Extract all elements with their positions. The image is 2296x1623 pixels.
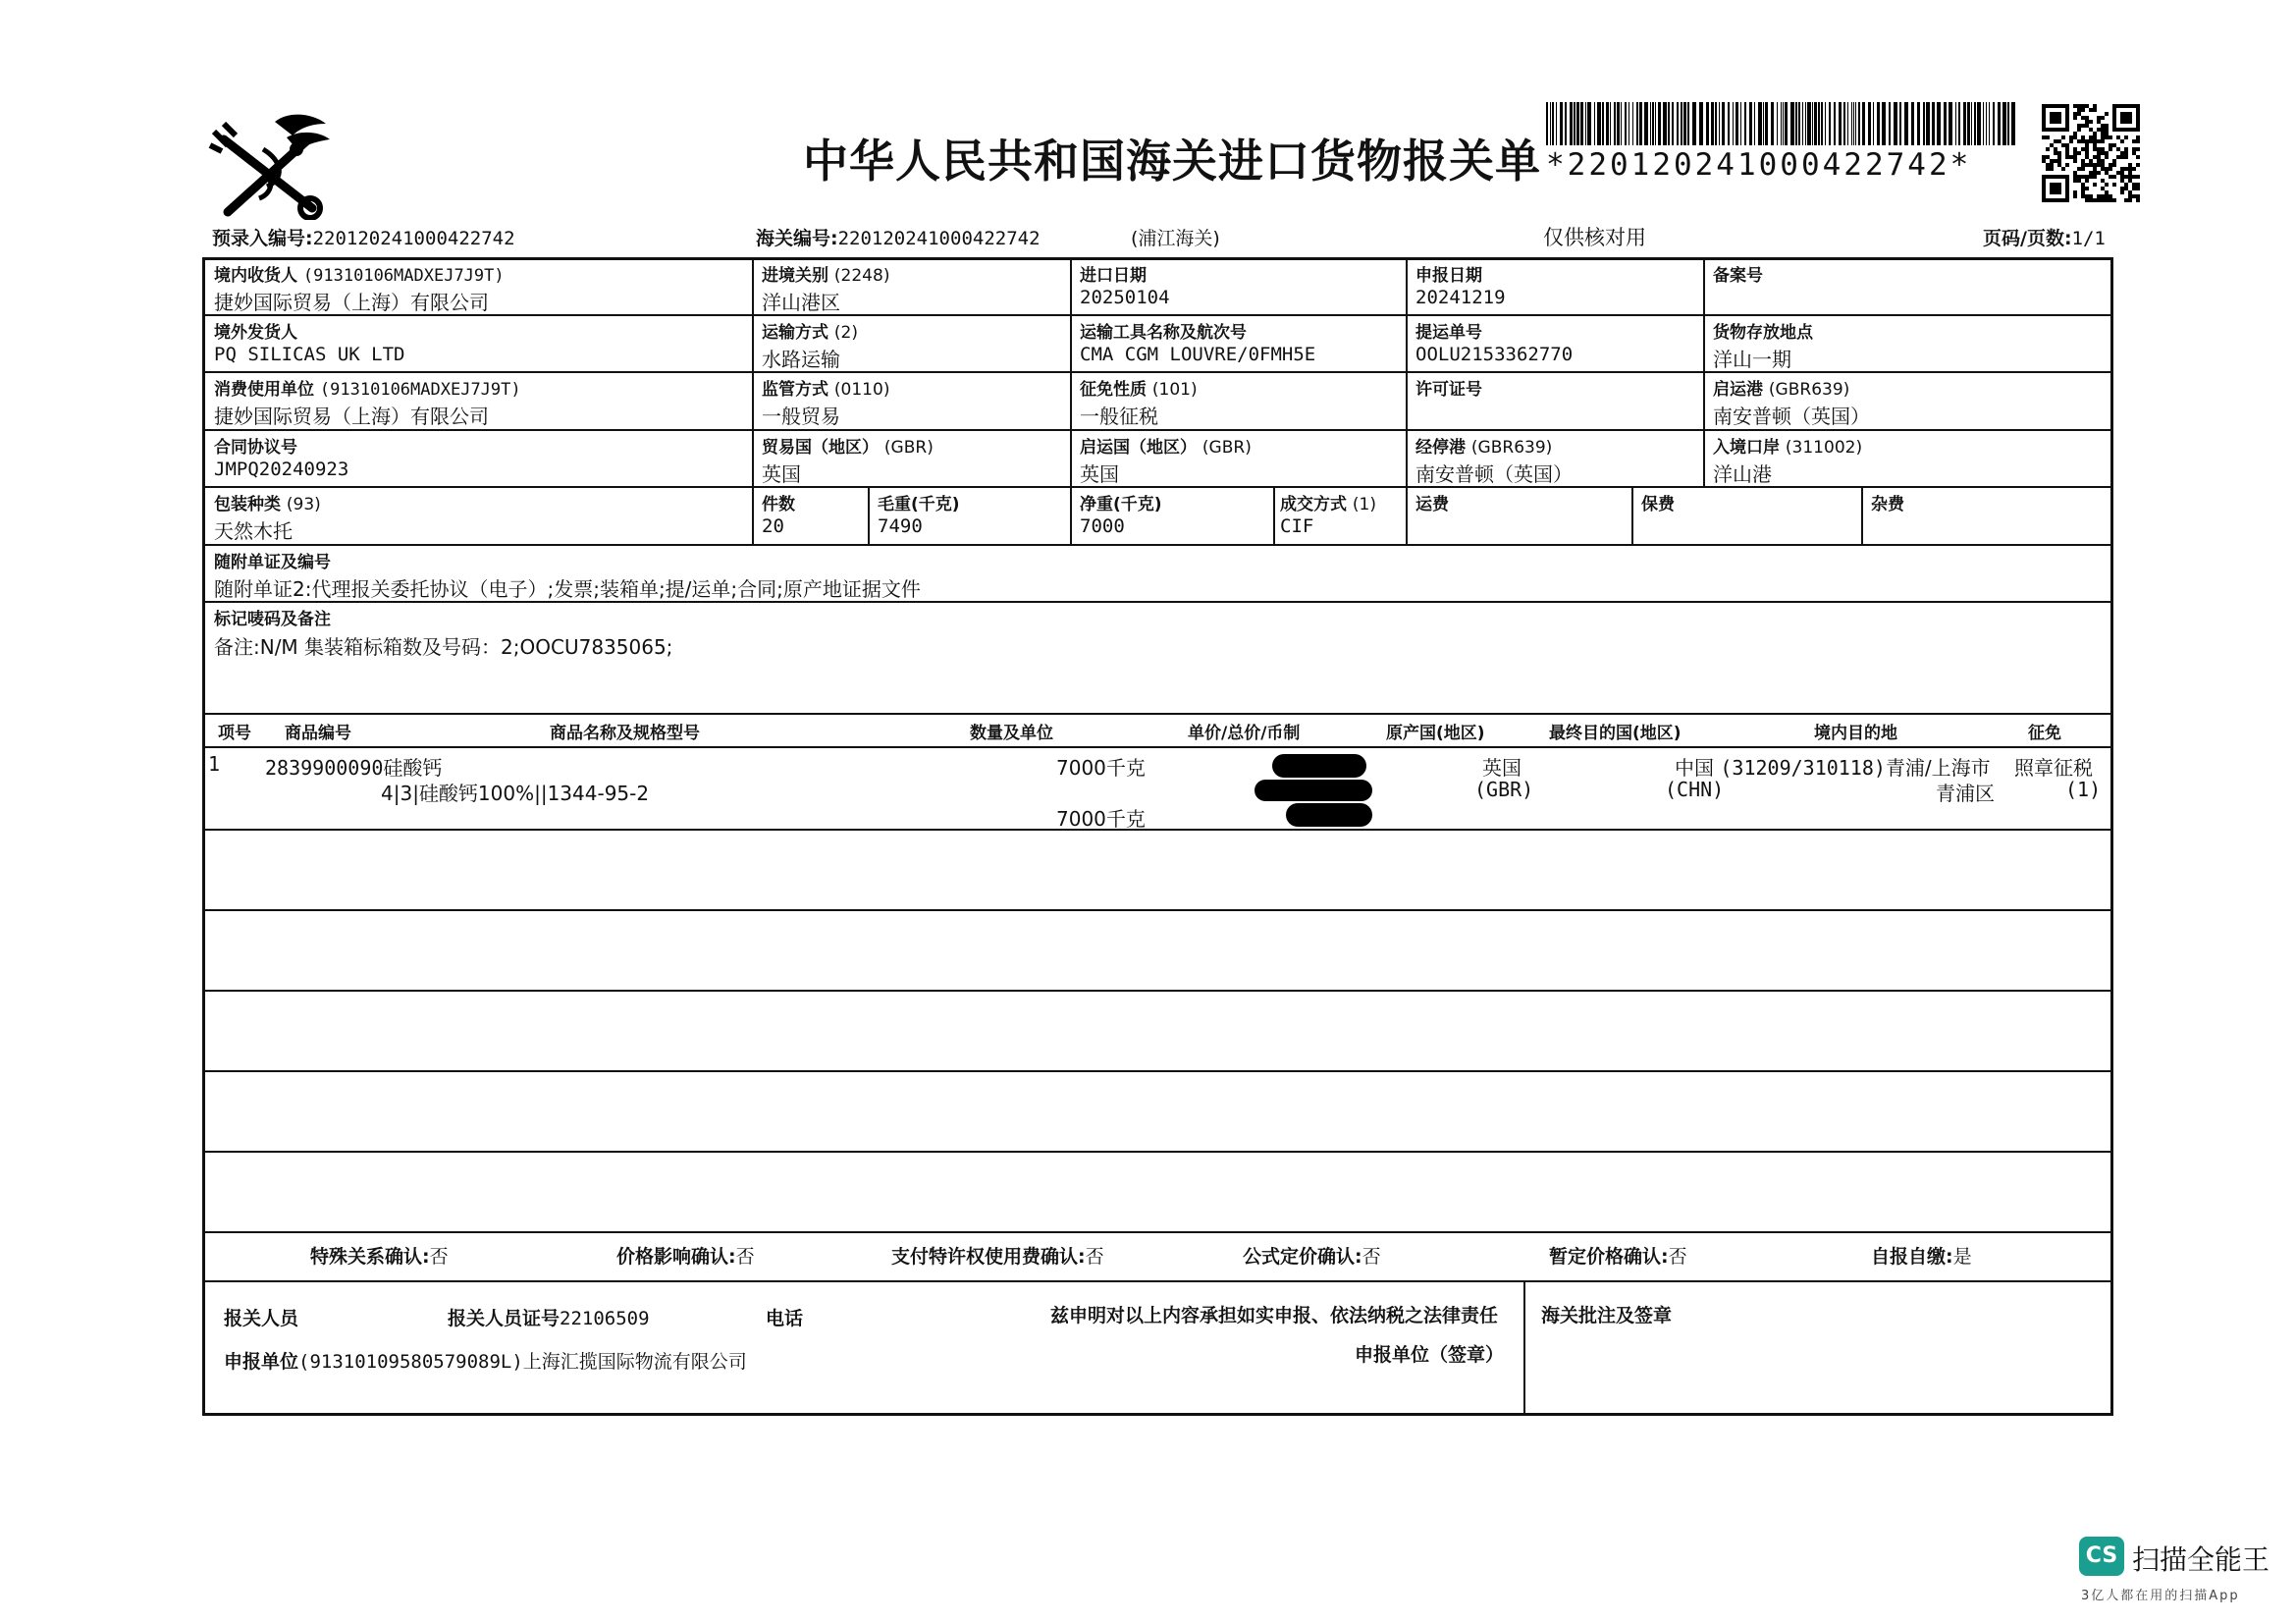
consignor-value: PQ SILICAS UK LTD [214,344,405,365]
goods-col-code: 商品编号 [285,724,351,743]
entry-port-value: 洋山港 [1713,462,1772,486]
broker-label: 报关人员 [224,1308,299,1329]
contract-value: JMPQ20240923 [214,459,349,480]
transport-mode-value: 水路运输 [762,348,840,371]
goods-col-domestic: 境内目的地 [1814,724,1897,743]
import-date-label: 进口日期 [1080,266,1147,286]
goods-levy-code: (1) [2065,778,2102,801]
phone-label: 电话 [766,1308,804,1329]
page-count-label: 页码/页数: [1983,228,2072,249]
bl-value: OOLU2153362770 [1415,344,1574,365]
storage-label: 货物存放地点 [1713,323,1813,343]
transit-port-value: 南安普顿（英国） [1415,462,1573,486]
broker-cert: 报关人员证号22106509 [448,1308,650,1329]
levy-nature-value: 一般征税 [1080,405,1158,428]
docs-label: 随附单证及编号 [214,553,331,572]
origin-country-value: 英国 [1080,462,1119,486]
bl-label: 提运单号 [1415,323,1482,343]
pieces-value: 20 [762,515,784,537]
declaration-form-frame [202,257,2113,1416]
supervision-label: 监管方式 (0110) [762,380,890,400]
form-title: 中华人民共和国海关进口货物报关单 [803,135,1541,188]
consignor-label: 境外发货人 [214,323,297,343]
customs-note-label: 海关批注及签章 [1541,1305,1673,1326]
depart-port-value: 南安普顿（英国） [1713,405,1870,428]
import-date-value: 20250104 [1080,287,1170,308]
customs-number [756,224,1041,250]
camscanner-name: 扫描全能王 [2132,1543,2270,1576]
docs-value: 随附单证2:代理报关委托协议（电子）;发票;装箱单;提/运单;合同;原产地证据文件 [214,577,921,601]
marks-value: 备注:N/M 集装箱标箱数及号码：2;OOCU7835065; [214,635,673,659]
origin-country-label: 启运国（地区） (GBR) [1080,438,1252,458]
page-count-value: 1/1 [2071,228,2106,249]
page-count [1983,224,2106,250]
vessel-value: CMA CGM LOUVRE/0FMH5E [1080,344,1316,365]
declarant-unit: 申报单位(913101095805790​89L)上海汇揽国际物流有限公司 [224,1351,747,1373]
confirm-provisional-price: 暂定价格确认:否 [1549,1246,1687,1268]
contract-label: 合同协议号 [214,438,297,458]
goods-col-origin: 原产国(地区) [1386,724,1485,743]
net-weight-label: 净重(千克) [1080,495,1162,514]
redaction-mark [1272,754,1366,778]
package-label: 包装种类 (93) [214,495,321,514]
record-no-label: 备案号 [1713,266,1763,286]
declarant-seal-label: 申报单位（签章） [1355,1344,1505,1366]
deal-mode-label: 成交方式 (1) [1280,495,1377,514]
pre-entry-number [212,224,515,250]
declare-date-label: 申报日期 [1415,266,1482,286]
goods-col-price: 单价/总价/币制 [1188,724,1301,743]
transport-mode-label: 运输方式 (2) [762,323,859,343]
redaction-mark [1286,803,1372,827]
package-value: 天然木托 [214,519,293,543]
goods-col-no: 项号 [218,724,251,743]
freight-label: 运费 [1415,495,1449,514]
qr-code-icon [2042,104,2140,202]
confirm-formula-price: 公式定价确认:否 [1243,1246,1381,1268]
entry-customs-value: 洋山港区 [762,291,840,314]
goods-qty-2: 7000千克 [1056,807,1146,831]
legal-statement: 兹申明对以上内容承担如实申报、依法纳税之法律责任 [1050,1305,1499,1326]
customs-emblem-icon [206,110,334,220]
misc-fee-label: 杂费 [1871,495,1904,514]
confirm-price-impact: 价格影响确认:否 [616,1246,755,1268]
goods-no: 1 [208,752,221,776]
customs-number-label: 海关编号: [756,228,838,249]
supervision-value: 一般贸易 [762,405,840,428]
camscanner-logo: CS [2079,1537,2124,1576]
goods-domestic-2: 青浦区 [1936,782,1995,805]
goods-col-dest: 最终目的国(地区) [1549,724,1682,743]
goods-spec: 4|3|硅酸钙100%||1344-95-2 [381,782,650,805]
customs-number-value: 220120241000422742 [837,228,1041,249]
pre-entry-label: 预录入编号: [212,228,313,249]
confirm-royalty: 支付特许权使用费确认:否 [891,1246,1104,1268]
consignee-label: 境内收货人 (91310106MADXEJ7J9T) [214,266,505,286]
license-label: 许可证号 [1415,380,1482,400]
consumer-label: 消费使用单位 (91310106MADXEJ7J9T) [214,380,521,400]
pre-entry-value: 220120241000422742 [312,228,515,249]
entry-customs-label: 进境关别 (2248) [762,266,890,286]
confirm-self-pay: 自报自缴:是 [1871,1246,1972,1268]
consignee-name: 捷妙国际贸易（上海）有限公司 [214,291,489,314]
transit-port-label: 经停港 (GBR639) [1415,438,1553,458]
goods-origin: 英国 [1482,756,1522,780]
barcode-text: *220120241000422742* [1546,147,1972,183]
goods-origin-code: (GBR) [1474,778,1534,801]
goods-qty-1: 7000千克 [1056,756,1146,780]
declare-date-value: 20241219 [1415,287,1506,308]
goods-col-levy: 征免 [2028,724,2061,743]
gross-weight-label: 毛重(千克) [878,495,960,514]
vessel-label: 运输工具名称及航次号 [1080,323,1247,343]
goods-code-name: 2839900090硅酸钙 [265,756,443,780]
camscanner-tagline: 3亿人都在用的扫描App [2081,1589,2240,1603]
levy-nature-label: 征免性质 (101) [1080,380,1198,400]
gross-weight-value: 7490 [878,515,923,537]
pieces-label: 件数 [762,495,795,514]
customs-office: (浦江海关) [1131,228,1220,249]
trade-country-value: 英国 [762,462,801,486]
deal-mode-value: CIF [1280,515,1314,537]
entry-port-label: 入境口岸 (311002) [1713,438,1863,458]
confirm-special-relation: 特殊关系确认:否 [310,1246,449,1268]
consumer-name: 捷妙国际贸易（上海）有限公司 [214,405,489,428]
marks-label: 标记唛码及备注 [214,610,331,629]
goods-dest: 中国 (31209/310118)青浦/上海市 [1675,756,1991,780]
goods-col-qty: 数量及单位 [970,724,1053,743]
goods-col-name: 商品名称及规格型号 [550,724,700,743]
depart-port-label: 启运港 (GBR639) [1713,380,1850,400]
redaction-mark [1255,780,1372,801]
barcode-icon [1546,102,2017,145]
verify-note: 仅供核对用 [1543,226,1646,249]
trade-country-label: 贸易国（地区） (GBR) [762,438,934,458]
goods-dest-code: (CHN) [1665,778,1725,801]
storage-value: 洋山一期 [1713,348,1791,371]
goods-levy: 照章征税 [2014,756,2093,780]
net-weight-value: 7000 [1080,515,1125,537]
insurance-label: 保费 [1641,495,1675,514]
